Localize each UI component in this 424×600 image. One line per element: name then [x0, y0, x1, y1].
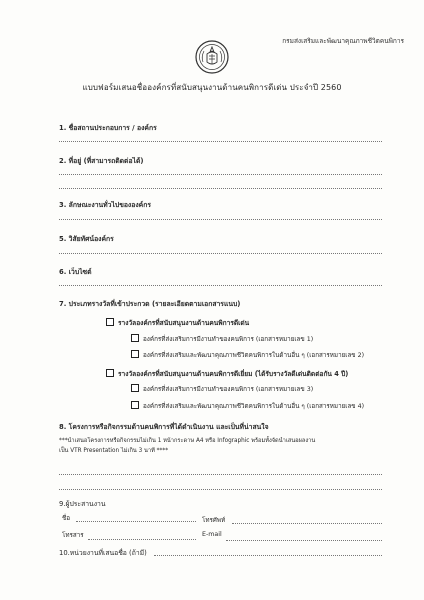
- name-label: ชื่อ: [62, 515, 71, 522]
- projects-line-2[interactable]: [59, 489, 382, 490]
- name-field[interactable]: [76, 521, 196, 522]
- vision-line-1[interactable]: [59, 253, 382, 254]
- award-group-outstanding[interactable]: รางวัลองค์กรที่สนับสนุนงานด้านคนพิการดีเด่น: [106, 317, 249, 328]
- emblem-seal-icon: [195, 40, 229, 74]
- fax-field[interactable]: [88, 539, 196, 540]
- award-outstanding-employment[interactable]: องค์กรที่ส่งเสริมการมีงานทำของคนพิการ (เอกสารหมายเลข 1): [131, 334, 313, 344]
- section-award-type: 7. ประเภทรางวัลที่เข้าประกวด (รายละเอียดตามเอกสารแนบ): [59, 300, 241, 308]
- section-coordinator: 9.ผู้ประสานงาน: [59, 500, 106, 508]
- phone-label: โทรศัพท์: [202, 517, 226, 524]
- section-nominating-agency: 10.หน่วยงานที่เสนอชื่อ (ถ้ามี): [59, 549, 147, 557]
- fax-label: โทรสาร: [62, 532, 84, 539]
- section-projects: 8. โครงการหรือกิจกรรมด้านคนพิการที่ได้ดำเนินงาน และเป็นที่น่าสนใจ: [59, 423, 269, 431]
- org-type-line-1[interactable]: [59, 219, 382, 220]
- nominating-agency-field[interactable]: [154, 555, 382, 556]
- checkbox-outstanding-quality-of-life[interactable]: [131, 350, 139, 358]
- email-field[interactable]: [226, 540, 382, 541]
- projects-line-1[interactable]: [59, 474, 382, 475]
- department-header: กรมส่งเสริมและพัฒนาคุณภาพชีวิตคนพิการ: [282, 37, 404, 45]
- email-label: E-mail: [202, 531, 222, 538]
- phone-field[interactable]: [232, 523, 382, 524]
- checkbox-outstanding[interactable]: [106, 318, 114, 326]
- address-line-1[interactable]: [59, 174, 382, 175]
- projects-note: ***นำเสนอโครงการหรือกิจกรรมไม่เกิน 1 หน้ากระดาษ A4 หรือ Infographic พร้อมทั้งจัดนำเสนอผลงาน เป็น VTR Presentation ไม่เกิน 3 นาที ****: [59, 438, 316, 454]
- section-address: 2. ที่อยู่ (ที่สามารถติดต่อได้): [59, 157, 144, 165]
- org-name-line-1[interactable]: [59, 141, 382, 142]
- website-line-1[interactable]: [59, 285, 382, 286]
- award-outstanding-quality-of-life[interactable]: องค์กรที่ส่งเสริมและพัฒนาคุณภาพชีวิตคนพิการในด้านอื่น ๆ (เอกสารหมายเลข 2): [131, 350, 364, 360]
- checkbox-outstanding-employment[interactable]: [131, 334, 139, 342]
- section-vision: 5. วิสัยทัศน์องค์กร: [59, 235, 114, 243]
- award-excellent-quality-of-life[interactable]: องค์กรที่ส่งเสริมและพัฒนาคุณภาพชีวิตคนพิการในด้านอื่น ๆ (เอกสารหมายเลข 4): [131, 401, 364, 411]
- address-line-2[interactable]: [59, 188, 382, 189]
- award-group-excellent[interactable]: รางวัลองค์กรที่สนับสนุนงานด้านคนพิการดีเยี่ยม (ได้รับรางวัลดีเด่นติดต่อกัน 4 ปี): [106, 368, 348, 379]
- section-org-type: 3. ลักษณะงานทั่วไปขององค์กร: [59, 201, 151, 209]
- form-title: แบบฟอร์มเสนอชื่อองค์กรที่สนับสนุนงานด้านคนพิการดีเด่น ประจำปี 2560: [82, 83, 342, 92]
- award-excellent-employment[interactable]: องค์กรที่ส่งเสริมการมีงานทำของคนพิการ (เอกสารหมายเลข 3): [131, 384, 313, 394]
- section-website: 6. เว็บไซต์: [59, 268, 92, 276]
- checkbox-excellent-employment[interactable]: [131, 384, 139, 392]
- checkbox-excellent[interactable]: [106, 369, 114, 377]
- checkbox-excellent-quality-of-life[interactable]: [131, 401, 139, 409]
- section-org-name: 1. ชื่อสถานประกอบการ / องค์กร: [59, 124, 157, 132]
